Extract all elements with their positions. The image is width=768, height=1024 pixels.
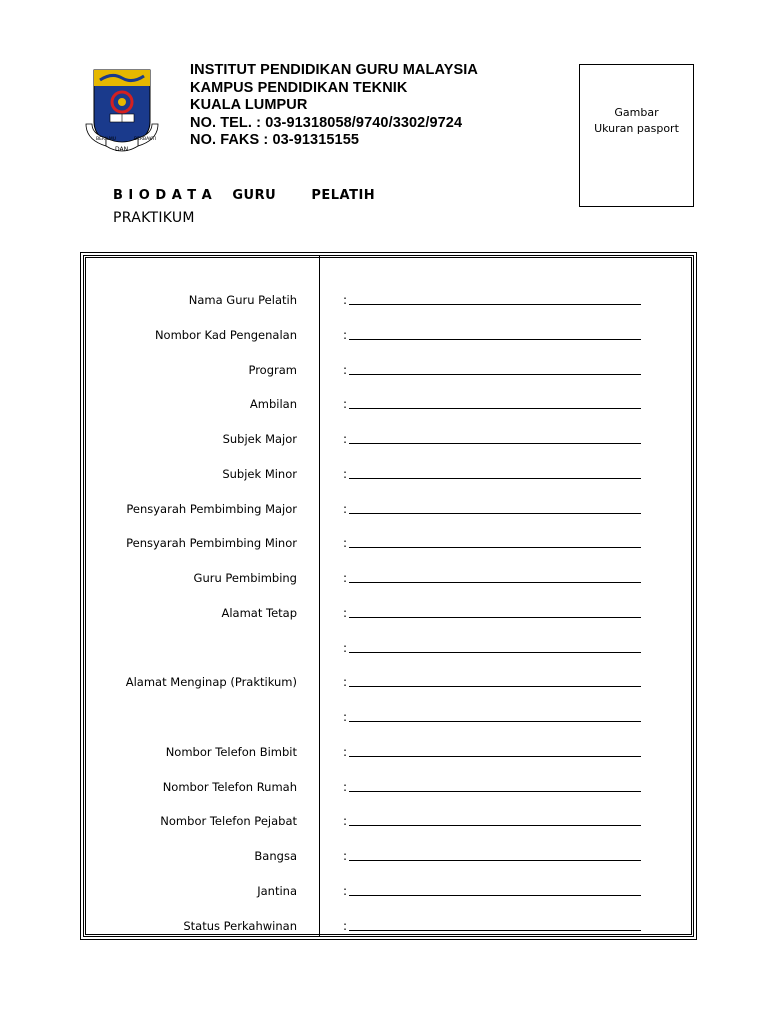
form-row <box>84 707 684 727</box>
institute-name: INSTITUT PENDIDIKAN GURU MALAYSIA <box>190 62 478 78</box>
field-colon: : <box>343 640 348 655</box>
field-label: Nombor Telefon Pejabat <box>160 814 297 829</box>
field-colon: : <box>343 744 348 759</box>
photo-label-line2: Ukuran pasport <box>594 122 679 135</box>
field-colon: : <box>343 362 348 377</box>
field-input-line[interactable] <box>343 603 643 623</box>
field-underline <box>349 374 641 375</box>
field-input-line[interactable] <box>343 533 643 553</box>
field-underline <box>349 304 641 305</box>
field-label: Nombor Telefon Bimbit <box>165 744 297 759</box>
form-row <box>84 464 684 484</box>
field-label: Status Perkahwinan <box>183 918 297 933</box>
field-colon: : <box>343 675 348 690</box>
form-row <box>84 499 684 519</box>
field-input-line[interactable] <box>343 638 643 658</box>
field-underline <box>349 513 641 514</box>
field-label: Alamat Tetap <box>221 605 297 620</box>
field-colon: : <box>343 605 348 620</box>
form-row <box>84 916 684 936</box>
field-input-line[interactable] <box>343 777 643 797</box>
field-label: Nombor Kad Pengenalan <box>154 327 297 342</box>
logo-motto-left: BERILMU <box>96 137 117 142</box>
form-row <box>84 777 684 797</box>
field-colon: : <box>343 883 348 898</box>
field-colon: : <box>343 918 348 933</box>
form-row <box>84 881 684 901</box>
field-underline <box>349 652 641 653</box>
field-colon: : <box>343 327 348 342</box>
field-input-line[interactable] <box>343 707 643 727</box>
field-label: Nama Guru Pelatih <box>188 293 297 307</box>
field-input-line[interactable] <box>343 881 643 901</box>
city-name: KUALA LUMPUR <box>190 97 308 114</box>
field-colon: : <box>343 710 348 724</box>
field-input-line[interactable] <box>343 846 643 866</box>
field-colon: : <box>343 849 348 863</box>
field-label: Alamat Menginap (Praktikum) <box>125 675 297 690</box>
form-row <box>84 846 684 866</box>
title-pelatih: PELATIH <box>311 188 376 203</box>
field-input-line[interactable] <box>343 464 643 484</box>
field-input-line[interactable] <box>343 916 643 936</box>
form-row <box>84 290 684 310</box>
field-label: Pensyarah Pembimbing Major <box>126 501 297 516</box>
field-underline <box>349 443 641 444</box>
photo-label-line1: Gambar <box>614 106 659 119</box>
institute-logo <box>82 66 162 158</box>
field-underline <box>349 930 641 931</box>
title-biodata: B I O D A T A <box>113 188 213 203</box>
biodata-form-table <box>80 252 697 940</box>
form-row <box>84 811 684 831</box>
field-underline <box>349 721 641 722</box>
field-label: Nombor Telefon Rumah <box>162 779 297 794</box>
field-label: Guru Pembimbing <box>193 571 297 585</box>
field-colon: : <box>343 432 348 446</box>
field-input-line[interactable] <box>343 325 643 345</box>
passport-photo-box <box>579 64 694 207</box>
field-input-line[interactable] <box>343 290 643 310</box>
field-label: Subjek Minor <box>222 466 297 481</box>
field-input-line[interactable] <box>343 811 643 831</box>
field-colon: : <box>343 779 348 794</box>
field-colon: : <box>343 571 348 585</box>
field-colon: : <box>343 397 348 412</box>
field-underline <box>349 756 641 757</box>
field-underline <box>349 617 641 618</box>
title-guru: GURU <box>232 188 277 203</box>
field-underline <box>349 791 641 792</box>
field-input-line[interactable] <box>343 394 643 414</box>
form-row <box>84 325 684 345</box>
field-label: Jantina <box>257 883 297 898</box>
form-row <box>84 533 684 553</box>
field-underline <box>349 339 641 340</box>
field-underline <box>349 895 641 896</box>
field-underline <box>349 860 641 861</box>
field-label: Ambilan <box>249 397 297 412</box>
form-row <box>84 429 684 449</box>
logo-motto-center: DAN <box>115 146 129 153</box>
field-label: Bangsa <box>254 849 297 863</box>
form-row <box>84 568 684 588</box>
form-row <box>84 360 684 380</box>
field-label: Subjek Major <box>222 432 297 446</box>
field-input-line[interactable] <box>343 568 643 588</box>
fax-number: NO. FAKS : 03-91315155 <box>190 132 360 149</box>
field-colon: : <box>343 501 348 516</box>
form-row <box>84 638 684 658</box>
field-underline <box>349 408 641 409</box>
field-underline <box>349 478 641 479</box>
form-subtitle: PRAKTIKUM <box>113 210 195 226</box>
field-input-line[interactable] <box>343 672 643 692</box>
field-underline <box>349 582 641 583</box>
logo-motto-right: BERBAKTI <box>134 137 156 142</box>
field-colon: : <box>343 536 348 551</box>
field-label: Program <box>248 362 297 377</box>
field-underline <box>349 547 641 548</box>
form-row <box>84 603 684 623</box>
field-input-line[interactable] <box>343 742 643 762</box>
field-underline <box>349 686 641 687</box>
form-row <box>84 394 684 414</box>
field-input-line[interactable] <box>343 429 643 449</box>
field-input-line[interactable] <box>343 499 643 519</box>
column-divider <box>319 256 320 936</box>
field-input-line[interactable] <box>343 360 643 380</box>
form-title <box>113 188 375 203</box>
institute-header <box>190 62 478 150</box>
campus-name: KAMPUS PENDIDIKAN TEKNIK <box>190 79 408 96</box>
form-row <box>84 672 684 692</box>
field-colon: : <box>343 466 348 481</box>
field-label: Pensyarah Pembimbing Minor <box>126 536 297 551</box>
field-colon: : <box>343 293 348 307</box>
field-colon: : <box>343 814 348 829</box>
field-underline <box>349 825 641 826</box>
form-row <box>84 742 684 762</box>
telephone-number: NO. TEL. : 03-91318058/9740/3302/9724 <box>190 114 463 131</box>
